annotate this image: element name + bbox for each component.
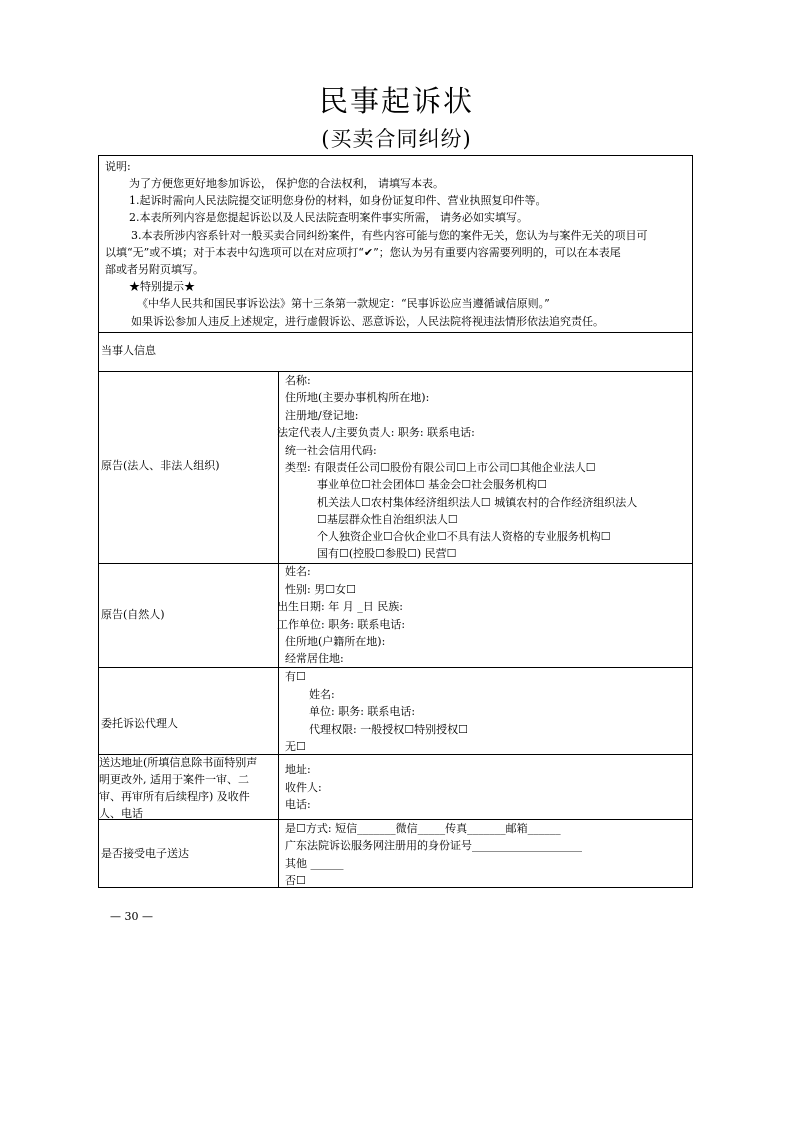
instruction-line: 《中华人民共和国民事诉讼法》第十三条第一款规定：“民事诉讼应当遵循诚信原则。” xyxy=(137,297,550,310)
plaintiff-natural-label: 原告(自然人) xyxy=(101,608,165,621)
person-name-field[interactable]: 姓名: xyxy=(285,565,311,578)
agent-yes-option[interactable]: 有☐ xyxy=(285,670,306,683)
org-type-options[interactable]: 个人独资企业☐合伙企业☐不具有法人资格的专业服务机构☐ xyxy=(317,530,611,543)
e-service-other-field[interactable]: 其他 ______ xyxy=(285,857,344,870)
phone-field[interactable]: 电话: xyxy=(285,798,311,811)
id-number-field[interactable]: 广东法院诉讼服务网注册用的身份证号____________________ xyxy=(285,839,582,852)
ownership-options[interactable]: 国有☐(控股☐参股☐) 民营☐ xyxy=(317,547,457,560)
agent-employer-field[interactable]: 单位: 职务: 联系电话: xyxy=(309,705,416,718)
birth-date-ethnicity-field[interactable]: 出生日期: 年 月 _日 民族: xyxy=(277,600,403,613)
service-address-label-line: 人、电话 xyxy=(99,807,143,820)
special-notice-heading: ★特别提示★ xyxy=(129,280,195,293)
legal-representative-field[interactable]: 法定代表人/主要负责人: 职务: 联系电话: xyxy=(277,426,475,439)
recipient-field[interactable]: 收件人: xyxy=(285,781,322,794)
org-type-options[interactable]: 机关法人☐农村集体经济组织法人☐ 城镇农村的合作经济组织法人 xyxy=(317,496,638,509)
org-type-options[interactable]: 事业单位☐社会团体☐ 基金会☐社会服务机构☐ xyxy=(317,478,547,491)
org-type-options[interactable]: 类型: 有限责任公司☐股份有限公司☐上市公司☐其他企业法人☐ xyxy=(285,461,596,474)
instruction-line: 如果诉讼参加人违反上述规定，进行虚假诉讼、恶意诉讼，人民法院将视违法情形依法追究责任。 xyxy=(131,315,604,328)
instruction-line: 1.起诉时需向人民法院提交证明您身份的材料，如身份证复印件、营业执照复印件等。 xyxy=(129,194,547,207)
agent-label: 委托诉讼代理人 xyxy=(101,717,178,730)
household-address-field[interactable]: 住所地(户籍所在地): xyxy=(285,635,386,648)
instruction-line: 3.本表所涉内容系针对一般买卖合同纠纷案件，有些内容可能与您的案件无关，您认为与案件无关的项目可 xyxy=(131,229,648,242)
service-address-label-line: 送达地址(所填信息除书面特别声 xyxy=(99,756,258,769)
org-name-field[interactable]: 名称: xyxy=(285,374,311,387)
e-service-no-option[interactable]: 否☐ xyxy=(285,874,306,887)
instruction-line: 部或者另附页填写。 xyxy=(105,263,204,276)
address-field[interactable]: 地址: xyxy=(285,763,311,776)
instruction-line: 为了方便您更好地参加诉讼， 保护您的合法权利， 请填写本表。 xyxy=(129,177,444,190)
section-party-info: 当事人信息 xyxy=(101,344,156,357)
plaintiff-legal-label: 原告(法人、非法人组织) xyxy=(101,459,220,472)
agent-no-option[interactable]: 无☐ xyxy=(285,740,306,753)
instruction-line: 2.本表所列内容是您提起诉讼以及人民法院查明案件事实所需， 请务必如实填写。 xyxy=(129,211,528,224)
registration-place-field[interactable]: 注册地/登记地: xyxy=(285,409,359,422)
org-type-options[interactable]: ☐基层群众性自治组织法人☐ xyxy=(317,513,458,526)
instruction-line: 以填“无”或不填；对于本表中勾选项可以在对应项打“✔”；您认为另有重要内容需要列明的，可以在本表尾 xyxy=(105,246,621,259)
document-title: 民事起诉状 xyxy=(318,84,474,118)
residence-field[interactable]: 经常居住地: xyxy=(285,652,344,665)
gender-options[interactable]: 性别: 男☐女☐ xyxy=(285,583,356,596)
agent-authority-options[interactable]: 代理权限: 一般授权☐特别授权☐ xyxy=(309,723,468,736)
service-address-label-line: 审、再审所有后续程序) 及收件 xyxy=(99,790,250,803)
agent-name-field[interactable]: 姓名: xyxy=(309,688,335,701)
e-service-yes-option[interactable]: 是☐方式: 短信_______微信_____传真_______邮箱______ xyxy=(285,822,561,835)
employer-field[interactable]: 工作单位: 职务: 联系电话: xyxy=(277,618,406,631)
service-address-label-line: 明更改外, 适用于案件一审、二 xyxy=(99,773,249,786)
page-number: — 30 — xyxy=(110,910,153,923)
org-address-field[interactable]: 住所地(主要办事机构所在地): xyxy=(285,391,430,404)
document-subtitle: (买卖合同纠纷) xyxy=(321,127,472,151)
e-service-label: 是否接受电子送达 xyxy=(101,847,189,860)
complaint-form-table xyxy=(98,155,693,888)
instructions-heading: 说明: xyxy=(105,160,131,173)
credit-code-field[interactable]: 统一社会信用代码: xyxy=(285,444,377,457)
